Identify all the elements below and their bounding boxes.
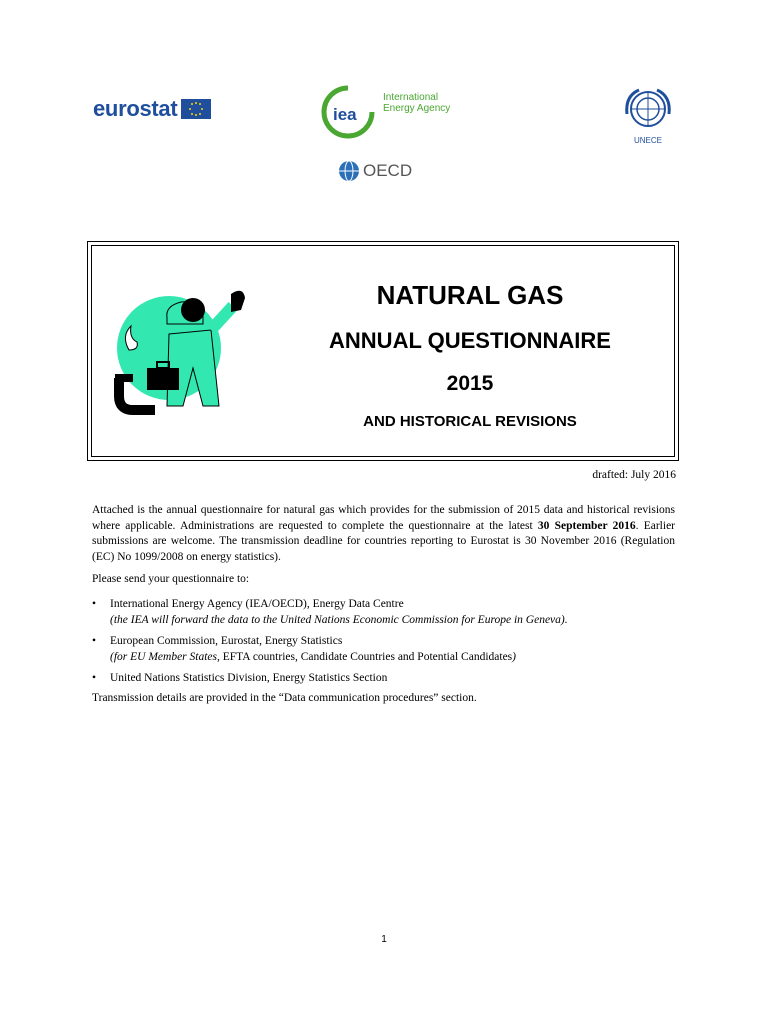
send-to-label: Please send your questionnaire to:: [92, 573, 250, 585]
iea-mark: iea: [333, 105, 357, 124]
recipient-note-italic: (for EU Member States,: [110, 650, 220, 663]
title-year: 2015: [446, 372, 494, 395]
gas-worker-illustration-icon: [107, 276, 257, 421]
iea-circle-icon: [318, 84, 378, 140]
deadline-date: 30 September 2016: [537, 519, 636, 532]
recipient-note-end: ): [512, 650, 516, 663]
recipient-name: European Commission, Eurostat, Energy Statistics: [110, 635, 343, 647]
recipient-note-plain: EFTA countries, Candidate Countries and Potential Candidates: [219, 650, 513, 663]
bullet-icon: •: [92, 598, 97, 610]
eurostat-logo: [93, 96, 211, 122]
iea-name-line1: International: [383, 92, 439, 103]
list-item: [92, 671, 675, 687]
bullet-icon: •: [92, 635, 97, 647]
title-natural-gas: NATURAL GAS: [376, 280, 564, 310]
recipient-name: United Nations Statistics Division, Energy Statistics Section: [110, 672, 388, 684]
recipient-list: [92, 597, 675, 687]
unece-label: UNECE: [633, 136, 662, 145]
oecd-logo: [338, 160, 412, 182]
intro-text-1: Attached is the annual questionnaire for natural gas which provides for the submission of 2015 data and historical revisions where applicable. Administrations are requested to complete the questionnaire at the latest: [92, 504, 675, 532]
drafted-date: drafted: July 2016: [592, 469, 676, 481]
list-item: [92, 634, 675, 665]
title-historical-revisions: AND HISTORICAL REVISIONS: [363, 413, 577, 430]
unece-logo: [617, 84, 679, 148]
page-number: 1: [381, 934, 387, 945]
recipient-name: International Energy Agency (IEA/OECD), Energy Data Centre: [110, 598, 404, 610]
recipient-note: [110, 650, 675, 666]
transmission-details: Transmission details are provided in the “Data communication procedures” section.: [92, 692, 477, 704]
intro-text-2: . Earlier submissions are welcome. The transmission deadline for countries reporting to Eurostat is 30 November 2016 (Regulation (EC) No 1099/2008 on energy statistics).: [92, 519, 675, 563]
eurostat-wordmark: eurostat: [93, 96, 178, 121]
recipient-note: (the IEA will forward the data to the United Nations Economic Commission for Europe in Geneva).: [110, 613, 568, 626]
list-item: [92, 597, 675, 628]
iea-logo: [318, 84, 458, 140]
oecd-wordmark: OECD: [363, 161, 413, 180]
un-emblem-icon: [617, 84, 679, 136]
eu-flag-icon: [181, 99, 211, 119]
title-annual-questionnaire: ANNUAL QUESTIONNAIRE: [329, 328, 611, 353]
bullet-icon: •: [92, 672, 97, 684]
iea-name-line2: Energy Agency: [383, 103, 451, 114]
globe-icon: [338, 160, 360, 182]
intro-paragraph: [92, 503, 675, 565]
